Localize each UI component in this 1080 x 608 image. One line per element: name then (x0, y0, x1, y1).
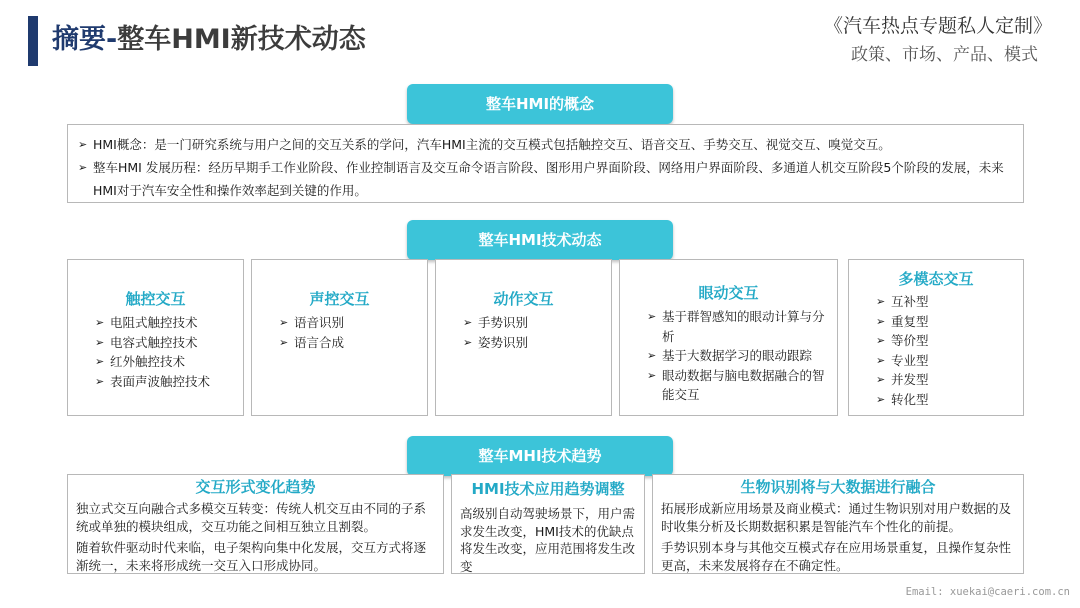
trend-card-title: 生物识别将与大数据进行融合 (740, 478, 936, 496)
list-item: ➢ 语音识别 (279, 313, 427, 333)
tech-card-list (647, 307, 827, 405)
list-item: ➢ 等价型 (876, 331, 1016, 351)
trend-card-paragraph: 独立式交互向融合式多模交互转变：传统人机交互由不同的子系统或单独的模块组成，交互功能之间相互独立且割裂。 (76, 501, 427, 534)
tech-card-motion (435, 259, 612, 416)
section-label-trend: 整车MHI技术趋势 (407, 436, 673, 476)
tech-card-multimodal (848, 259, 1024, 416)
trend-card-paragraph: 随着软件驱动时代来临，电子架构向集中化发展，交互方式将逐渐统一，未来将形成统一交互入口形成协同。 (76, 540, 427, 573)
tech-card-title: 多模态交互 (898, 270, 974, 288)
trend-card-paragraph: 拓展形成新应用场景及商业模式：通过生物识别对用户数据的及时收集分析及长期数据积累是智能汽车个性化的前提。 (661, 501, 1012, 534)
tech-card-list (95, 313, 243, 391)
trend-card-paragraph: 高级别自动驾驶场景下，用户需求发生改变，HMI技术的优缺点将发生改变，应用范围将发生改变 (460, 506, 636, 574)
list-item: ➢ 并发型 (876, 370, 1016, 390)
list-item: ➢ 基于群智感知的眼动计算与分析 (647, 307, 827, 346)
concept-box (67, 124, 1024, 203)
tech-card-title: 触控交互 (125, 290, 186, 308)
list-item: ➢ 转化型 (876, 390, 1016, 410)
concept-item: ➢ 整车HMI 发展历程：经历早期手工作业阶段、作业控制语言及交互命令语言阶段、图形用户界面阶段、网络用户界面阶段、多通道人机交互阶段5个阶段的发展，未来HMI对于汽车安全性和操作效率起到关键的作用。 (78, 156, 1013, 202)
tech-card-list (279, 313, 427, 352)
list-item: ➢ 手势识别 (463, 313, 611, 333)
page-title-prefix: 摘要- (52, 24, 118, 55)
list-item: ➢ 表面声波触控技术 (95, 372, 243, 392)
list-item: ➢ 语言合成 (279, 333, 427, 353)
title-accent-bar (28, 16, 38, 66)
trend-card-title: 交互形式变化趋势 (195, 478, 316, 496)
list-item: ➢ 电容式触控技术 (95, 333, 243, 353)
list-item: ➢ 眼动数据与脑电数据融合的智能交互 (647, 366, 827, 405)
tech-card-title: 声控交互 (309, 290, 370, 308)
series-tags: 政策、市场、产品、模式 (851, 45, 1038, 65)
tech-card-list (876, 292, 1016, 409)
list-item: ➢ 红外触控技术 (95, 352, 243, 372)
trend-card-title: HMI技术应用趋势调整 (471, 480, 625, 498)
list-item: ➢ 互补型 (876, 292, 1016, 312)
trend-card-interaction (67, 474, 444, 574)
tech-card-title: 动作交互 (493, 290, 554, 308)
series-name: 《汽车热点专题私人定制》 (823, 15, 1052, 37)
tech-card-title: 眼动交互 (698, 284, 759, 302)
tech-card-list (463, 313, 611, 352)
trend-card-paragraph: 手势识别本身与其他交互模式存在应用场景重复，且操作复杂性更高，未来发展将存在不确定性。 (661, 540, 1012, 573)
list-item: ➢ 电阻式触控技术 (95, 313, 243, 333)
list-item: ➢ 专业型 (876, 351, 1016, 371)
page-title-main: 整车HMI新技术动态 (117, 24, 366, 55)
tech-card-eye (619, 259, 838, 416)
page-title (52, 20, 366, 60)
section-label-tech: 整车HMI技术动态 (407, 220, 673, 260)
tech-card-touch (67, 259, 244, 416)
list-item: ➢ 姿势识别 (463, 333, 611, 353)
concept-item: ➢ HMI概念：是一门研究系统与用户之间的交互关系的学问，汽车HMI主流的交互模式包括触控交互、语音交互、手势交互、视觉交互、嗅觉交互。 (78, 133, 1013, 156)
trend-card-biometrics (652, 474, 1024, 574)
list-item: ➢ 基于大数据学习的眼动跟踪 (647, 346, 827, 366)
tech-card-voice (251, 259, 428, 416)
section-label-concept: 整车HMI的概念 (407, 84, 673, 124)
list-item: ➢ 重复型 (876, 312, 1016, 332)
contact-email: Email: xuekai@caeri.com.cn (905, 586, 1070, 598)
trend-card-application (451, 474, 645, 574)
